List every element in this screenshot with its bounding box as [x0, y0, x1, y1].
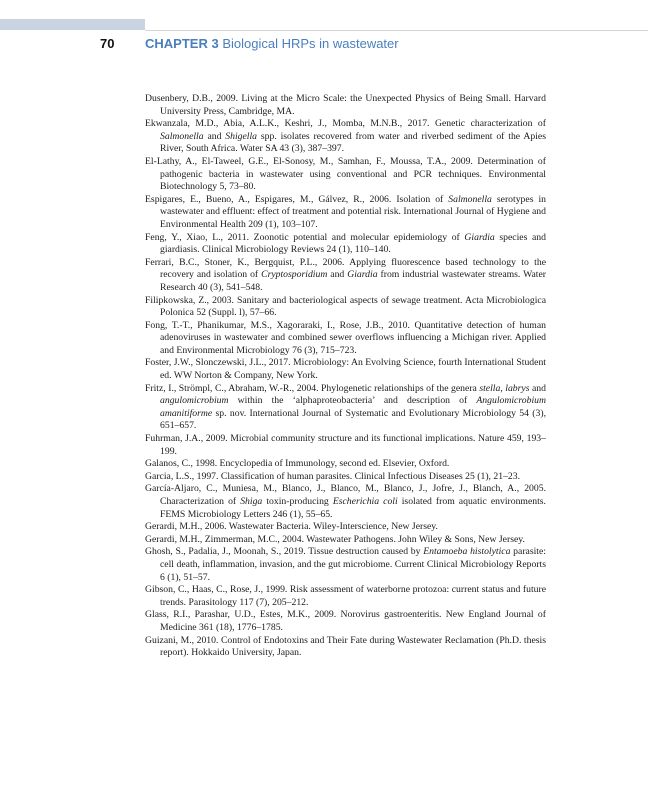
page-number: 70: [100, 36, 115, 51]
chapter-label: CHAPTER 3: [145, 36, 219, 51]
reference-list: [145, 93, 546, 660]
reference-text: Ferrari, B.C., Stoner, K., Bergquist, P.L., 2006. Applying fluorescence based technology to the recovery and isolation of: [145, 256, 546, 281]
reference-italic-text: Giardia: [464, 231, 495, 243]
header-rule: [145, 30, 648, 31]
reference-text: Filipkowska, Z., 2003. Sanitary and bacteriological aspects of sewage treatment. Acta Microbiologica Polonica 52 (Suppl. l), 57–66.: [145, 294, 546, 319]
reference-entry: [145, 584, 546, 609]
reference-italic-text: angulomicrobium: [160, 395, 229, 407]
reference-entry: [145, 471, 546, 484]
reference-text: within the ‘alphaproteobacteria’ and description of: [228, 395, 477, 407]
reference-entry: [145, 232, 546, 257]
reference-text: Garcia, L.S., 1997. Classification of human parasites. Clinical Infectious Diseases 25 (1), 21–23.: [145, 470, 521, 482]
reference-entry: [145, 433, 546, 458]
reference-text: Glass, R.I., Parashar, U.D., Estes, M.K., 2009. Norovirus gastroenteritis. New England Journal of Medicine 361 (18), 1776–1785.: [145, 609, 546, 633]
reference-entry: [145, 534, 546, 547]
reference-text: Fritz, I., Strömpl, C., Abraham, W.-R., 2004. Phylogenetic relationships of the genera: [145, 382, 480, 394]
reference-text: García-Aljaro, C., Muniesa, M., Blanco, J., Blanco, M., Blanco, J., Jofre, J., Blanch, A., 2005. Characterization of: [145, 483, 546, 507]
reference-italic-text: Salmonella: [160, 130, 204, 142]
reference-entry: [145, 458, 546, 471]
reference-italic-text: Shigella: [225, 130, 258, 142]
reference-entry: [145, 93, 546, 118]
reference-italic-text: Escherichia coli: [332, 496, 398, 507]
reference-text: Fong, T.-T., Phanikumar, M.S., Xagoraraki, I., Rose, J.B., 2010. Quantitative detection of human adenoviruses in wastewater and combined sewer overflows influencing a Michigan river. Applied and Environmental Microbiology 76 (3), 715–723.: [145, 319, 546, 356]
reference-entry: [145, 156, 546, 194]
reference-text: species and giardiasis. Clinical Microbiology Reviews 24 (1), 110–140.: [160, 231, 546, 256]
reference-text: spp. isolates recovered from water and riverbed sediment of the Apies River, South Africa. Water SA 43 (3), 387–397.: [160, 130, 546, 155]
reference-entry: [145, 609, 546, 634]
reference-text: Gerardi, M.H., Zimmerman, M.C., 2004. Wastewater Pathogens. John Wiley & Sons, New Jersey.: [145, 533, 525, 545]
reference-italic-text: Entamoeba histolytica: [423, 546, 511, 558]
reference-text: isolated from aquatic environments. FEMS Microbiology Letters 246 (1), 55–65.: [160, 496, 546, 520]
reference-entry: [145, 483, 546, 521]
reference-text: Dusenbery, D.B., 2009. Living at the Micro Scale: the Unexpected Physics of Being Small. Harvard University Press, Cambridge, MA.: [145, 93, 546, 117]
reference-text: and: [529, 382, 546, 394]
reference-text: and: [203, 130, 226, 142]
chapter-title: Biological HRPs in wastewater: [222, 36, 399, 51]
reference-text: Ekwanzala, M.D., Abia, A.L.K., Keshri, J., Momba, M.N.B., 2017. Genetic characterization of: [145, 118, 546, 130]
reference-entry: [145, 295, 546, 320]
reference-text: Gibson, C., Haas, C., Rose, J., 1999. Risk assessment of waterborne protozoa: current status and future trends. Parasitology 117 (7), 205–212.: [145, 584, 546, 608]
reference-text: Ghosh, S., Padalia, J., Moonah, S., 2019. Tissue destruction caused by: [145, 546, 424, 558]
reference-entry: [145, 257, 546, 295]
running-header: [0, 36, 648, 54]
reference-text: El-Lathy, A., El-Taweel, G.E., El-Sonosy, M., Samhan, F., Moussa, T.A., 2009. Determination of pathogenic bacteria in wastewater using conventional and PCR techniques. Environmental Biotechnology 5, 73–80.: [145, 155, 546, 193]
reference-italic-text: Cryptosporidium: [261, 269, 328, 281]
reference-italic-text: Angulomicrobium amanitiforme: [160, 395, 546, 419]
reference-text: Fuhrman, J.A., 2009. Microbial community structure and its functional implications. Nature 459, 193–199.: [145, 433, 546, 457]
reference-text: parasite: cell death, inflammation, invasion, and the gut microbiome. Current Clinical Microbiology Reports 6 (1), 51–57.: [160, 546, 546, 583]
reference-entry: [145, 118, 546, 156]
reference-text: from industrial wastewater streams. Water Research 40 (3), 541–548.: [160, 269, 547, 293]
reference-italic-text: Salmonella: [448, 193, 492, 205]
reference-text: Feng, Y., Xiao, L., 2011. Zoonotic potential and molecular epidemiology of: [145, 231, 465, 243]
reference-text: Foster, J.W., Slonczewski, J.L., 2017. Microbiology: An Evolving Science, fourth International Student ed. WW Norton & Company, New York.: [145, 357, 546, 382]
reference-text: sp. nov. International Journal of Systematic and Evolutionary Microbiology 54 (3), 651–657.: [160, 407, 546, 432]
reference-text: toxin-producing: [262, 496, 333, 507]
reference-entry: [145, 546, 546, 584]
reference-text: serotypes in wastewater and effluent: effect of treatment and potential risk. International Journal of Hygiene and Environmental Health 209 (1), 103–107.: [160, 193, 546, 230]
reference-entry: [145, 521, 546, 534]
chapter-heading: [145, 36, 399, 51]
reference-text: and: [327, 269, 348, 281]
reference-entry: [145, 635, 546, 660]
reference-italic-text: stella, labrys: [479, 382, 530, 394]
reference-text: Gerardi, M.H., 2006. Wastewater Bacteria. Wiley-Interscience, New Jersey.: [145, 521, 438, 533]
reference-entry: [145, 357, 546, 382]
reference-entry: [145, 383, 546, 433]
reference-text: Galanos, C., 1998. Encyclopedia of Immunology, second ed. Elsevier, Oxford.: [145, 458, 450, 470]
reference-italic-text: Giardia: [347, 269, 378, 281]
reference-entry: [145, 194, 546, 232]
reference-text: Espigares, E., Bueno, A., Espigares, M., Gálvez, R., 2006. Isolation of: [145, 193, 449, 205]
reference-italic-text: Shiga: [240, 496, 263, 507]
reference-text: Guizani, M., 2010. Control of Endotoxins and Their Fate during Wastewater Reclamation (Ph.D. thesis report). Hokkaido University, Japan.: [145, 634, 546, 659]
reference-entry: [145, 320, 546, 358]
header-accent-bar: [0, 19, 145, 30]
